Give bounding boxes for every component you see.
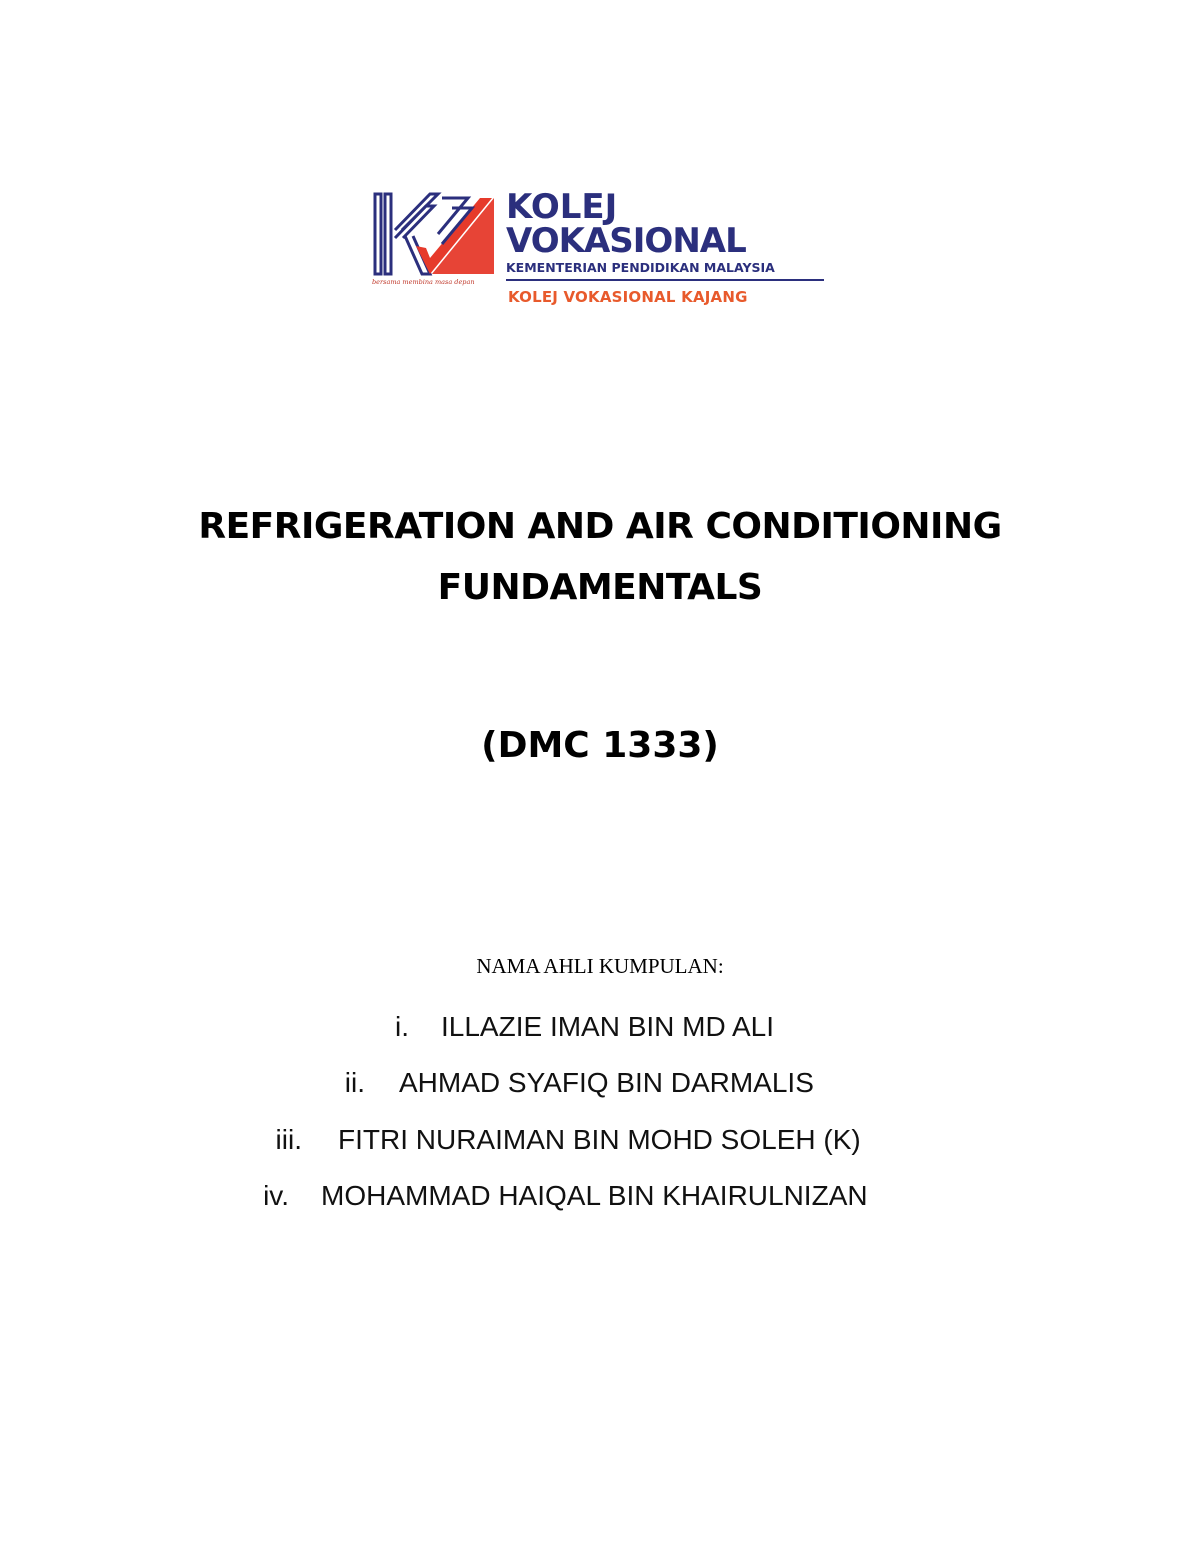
kv-emblem-icon [372, 186, 502, 278]
member-item [255, 1179, 868, 1213]
member-name: ILLAZIE IMAN BIN MD ALI [441, 1011, 774, 1042]
logo-line-kolej: KOLEJ [506, 187, 618, 227]
document-title-line-1: REFRIGERATION AND AIR CONDITIONING [198, 506, 1002, 547]
members-heading: NAMA AHLI KUMPULAN: [476, 954, 724, 978]
member-numeral: ii. [344, 1067, 365, 1098]
logo-divider [506, 279, 824, 281]
college-logo [372, 186, 828, 316]
course-code: (DMC 1333) [481, 725, 719, 766]
member-item [387, 1010, 774, 1044]
member-numeral: iv. [263, 1180, 289, 1211]
member-numeral: i. [395, 1011, 409, 1042]
logo-tagline: bersama membina masa depan [372, 278, 475, 286]
member-name: MOHAMMAD HAIQAL BIN KHAIRULNIZAN [321, 1180, 868, 1211]
member-numeral: iii. [275, 1124, 302, 1155]
document-title-line-2: FUNDAMENTALS [437, 567, 763, 608]
logo-line-ministry: KEMENTERIAN PENDIDIKAN MALAYSIA [506, 260, 775, 275]
member-item [337, 1066, 814, 1100]
logo-line-campus: KOLEJ VOKASIONAL KAJANG [508, 288, 748, 306]
member-name: AHMAD SYAFIQ BIN DARMALIS [399, 1067, 814, 1098]
member-name: FITRI NURAIMAN BIN MOHD SOLEH (K) [338, 1124, 861, 1155]
member-item [266, 1123, 861, 1157]
logo-line-vokasional: VOKASIONAL [506, 221, 746, 261]
